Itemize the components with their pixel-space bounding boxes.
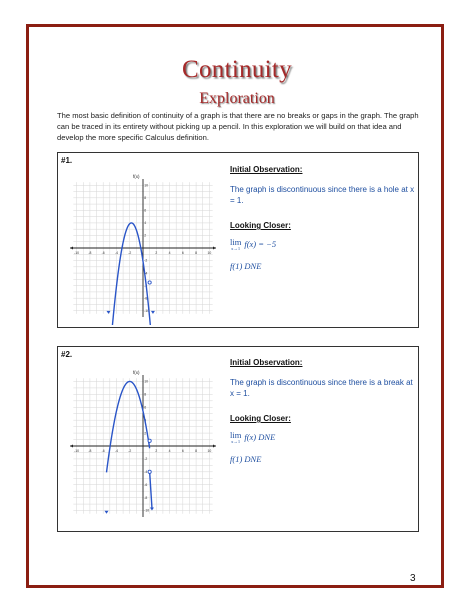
function-curve [150, 472, 152, 508]
example-number: #2. [61, 350, 73, 359]
initial-observation-heading: Initial Observation: [230, 358, 303, 367]
example-box-2 [57, 346, 419, 532]
y-tick-label: 10 [144, 379, 148, 384]
observation-panel-2 [230, 358, 415, 464]
x-tick-label: 8 [195, 449, 198, 453]
y-tick-label: -8 [144, 296, 148, 301]
observation-text: The graph is discontinuous since there is a hole at x = 1. [230, 185, 415, 205]
limit-statement [230, 239, 415, 251]
x-tick-label: 4 [168, 449, 171, 453]
y-tick-label: 8 [144, 392, 147, 397]
observation-panel-1 [230, 165, 415, 271]
curve-arrow [105, 511, 109, 514]
limit-subscript: x→1 [231, 439, 241, 444]
x-tick-label: -6 [101, 251, 105, 255]
x-axis-arrow [213, 247, 216, 250]
open-point [148, 281, 151, 284]
intro-paragraph: The most basic definition of continuity of a graph is that there are no breaks or gaps in the graph. The graph can be traced in its entirety without picking up a pencil. In this exploration we will build on that idea and develop the more specific Calculus definition. [57, 111, 419, 142]
y-tick-label: 6 [144, 208, 147, 213]
x-axis-arrow [213, 445, 216, 448]
x-tick-label: -10 [74, 251, 80, 255]
x-tick-label: 2 [155, 449, 158, 453]
limit-word: lim [230, 430, 242, 440]
x-tick-label: 10 [207, 251, 212, 255]
x-tick-label: 6 [181, 449, 184, 453]
x-tick-label: -6 [101, 449, 105, 453]
x-tick-label: 6 [181, 251, 184, 255]
x-tick-label: 4 [168, 251, 171, 255]
y-tick-label: 10 [144, 183, 148, 188]
limit-statement [230, 432, 415, 444]
y-tick-label: 2 [144, 431, 147, 436]
looking-closer-heading: Looking Closer: [230, 414, 291, 423]
page-title: Continuity [182, 56, 292, 83]
x-tick-label: -2 [128, 251, 132, 255]
y-tick-label: -4 [144, 470, 148, 475]
y-tick-label: -6 [144, 482, 148, 487]
y-axis-label: f(x) [133, 370, 140, 375]
open-point [148, 470, 151, 473]
y-tick-label: 2 [144, 233, 147, 238]
x-axis-arrow [70, 247, 73, 250]
graph-example-2 [62, 363, 222, 525]
y-axis-label: f(x) [133, 174, 140, 179]
y-tick-label: 8 [144, 196, 147, 201]
x-tick-label: 8 [195, 251, 198, 255]
y-tick-label: -2 [144, 457, 148, 462]
x-axis-arrow [70, 445, 73, 448]
curve-arrow [150, 508, 154, 511]
y-tick-label: -8 [144, 495, 148, 500]
initial-observation-heading: Initial Observation: [230, 165, 303, 174]
x-tick-label: -4 [114, 251, 118, 255]
function-value: f(1) DNE [230, 261, 262, 271]
looking-closer-heading: Looking Closer: [230, 221, 291, 230]
observation-text: The graph is discontinuous since there is a break at x = 1. [230, 378, 413, 398]
graph-example-1 [62, 167, 222, 325]
y-tick-label: -10 [144, 508, 150, 513]
open-point [148, 439, 151, 442]
curve-arrow [151, 311, 155, 314]
limit-word: lim [230, 237, 242, 247]
x-tick-label: -2 [128, 449, 132, 453]
page-number: 3 [410, 573, 416, 584]
example-number: #1. [61, 156, 73, 165]
limit-expression: f(x) = −5 [244, 239, 277, 249]
x-tick-label: -4 [114, 449, 118, 453]
limit-subscript: x→1 [231, 246, 241, 251]
y-tick-label: 6 [144, 405, 147, 410]
x-tick-label: 2 [155, 251, 158, 255]
x-tick-label: 10 [207, 449, 212, 453]
y-tick-label: -10 [144, 308, 150, 313]
y-tick-label: 4 [144, 418, 147, 423]
y-tick-label: -4 [144, 271, 148, 276]
limit-expression: f(x) DNE [244, 432, 276, 442]
x-tick-label: -8 [88, 251, 92, 255]
example-box-1 [57, 152, 419, 328]
x-tick-label: -8 [88, 449, 92, 453]
y-tick-label: -2 [144, 258, 148, 263]
y-tick-label: 4 [144, 221, 147, 226]
x-tick-label: -10 [74, 449, 80, 453]
y-tick-label: -6 [144, 283, 148, 288]
function-value: f(1) DNE [230, 454, 262, 464]
page-subtitle: Exploration [199, 90, 275, 107]
